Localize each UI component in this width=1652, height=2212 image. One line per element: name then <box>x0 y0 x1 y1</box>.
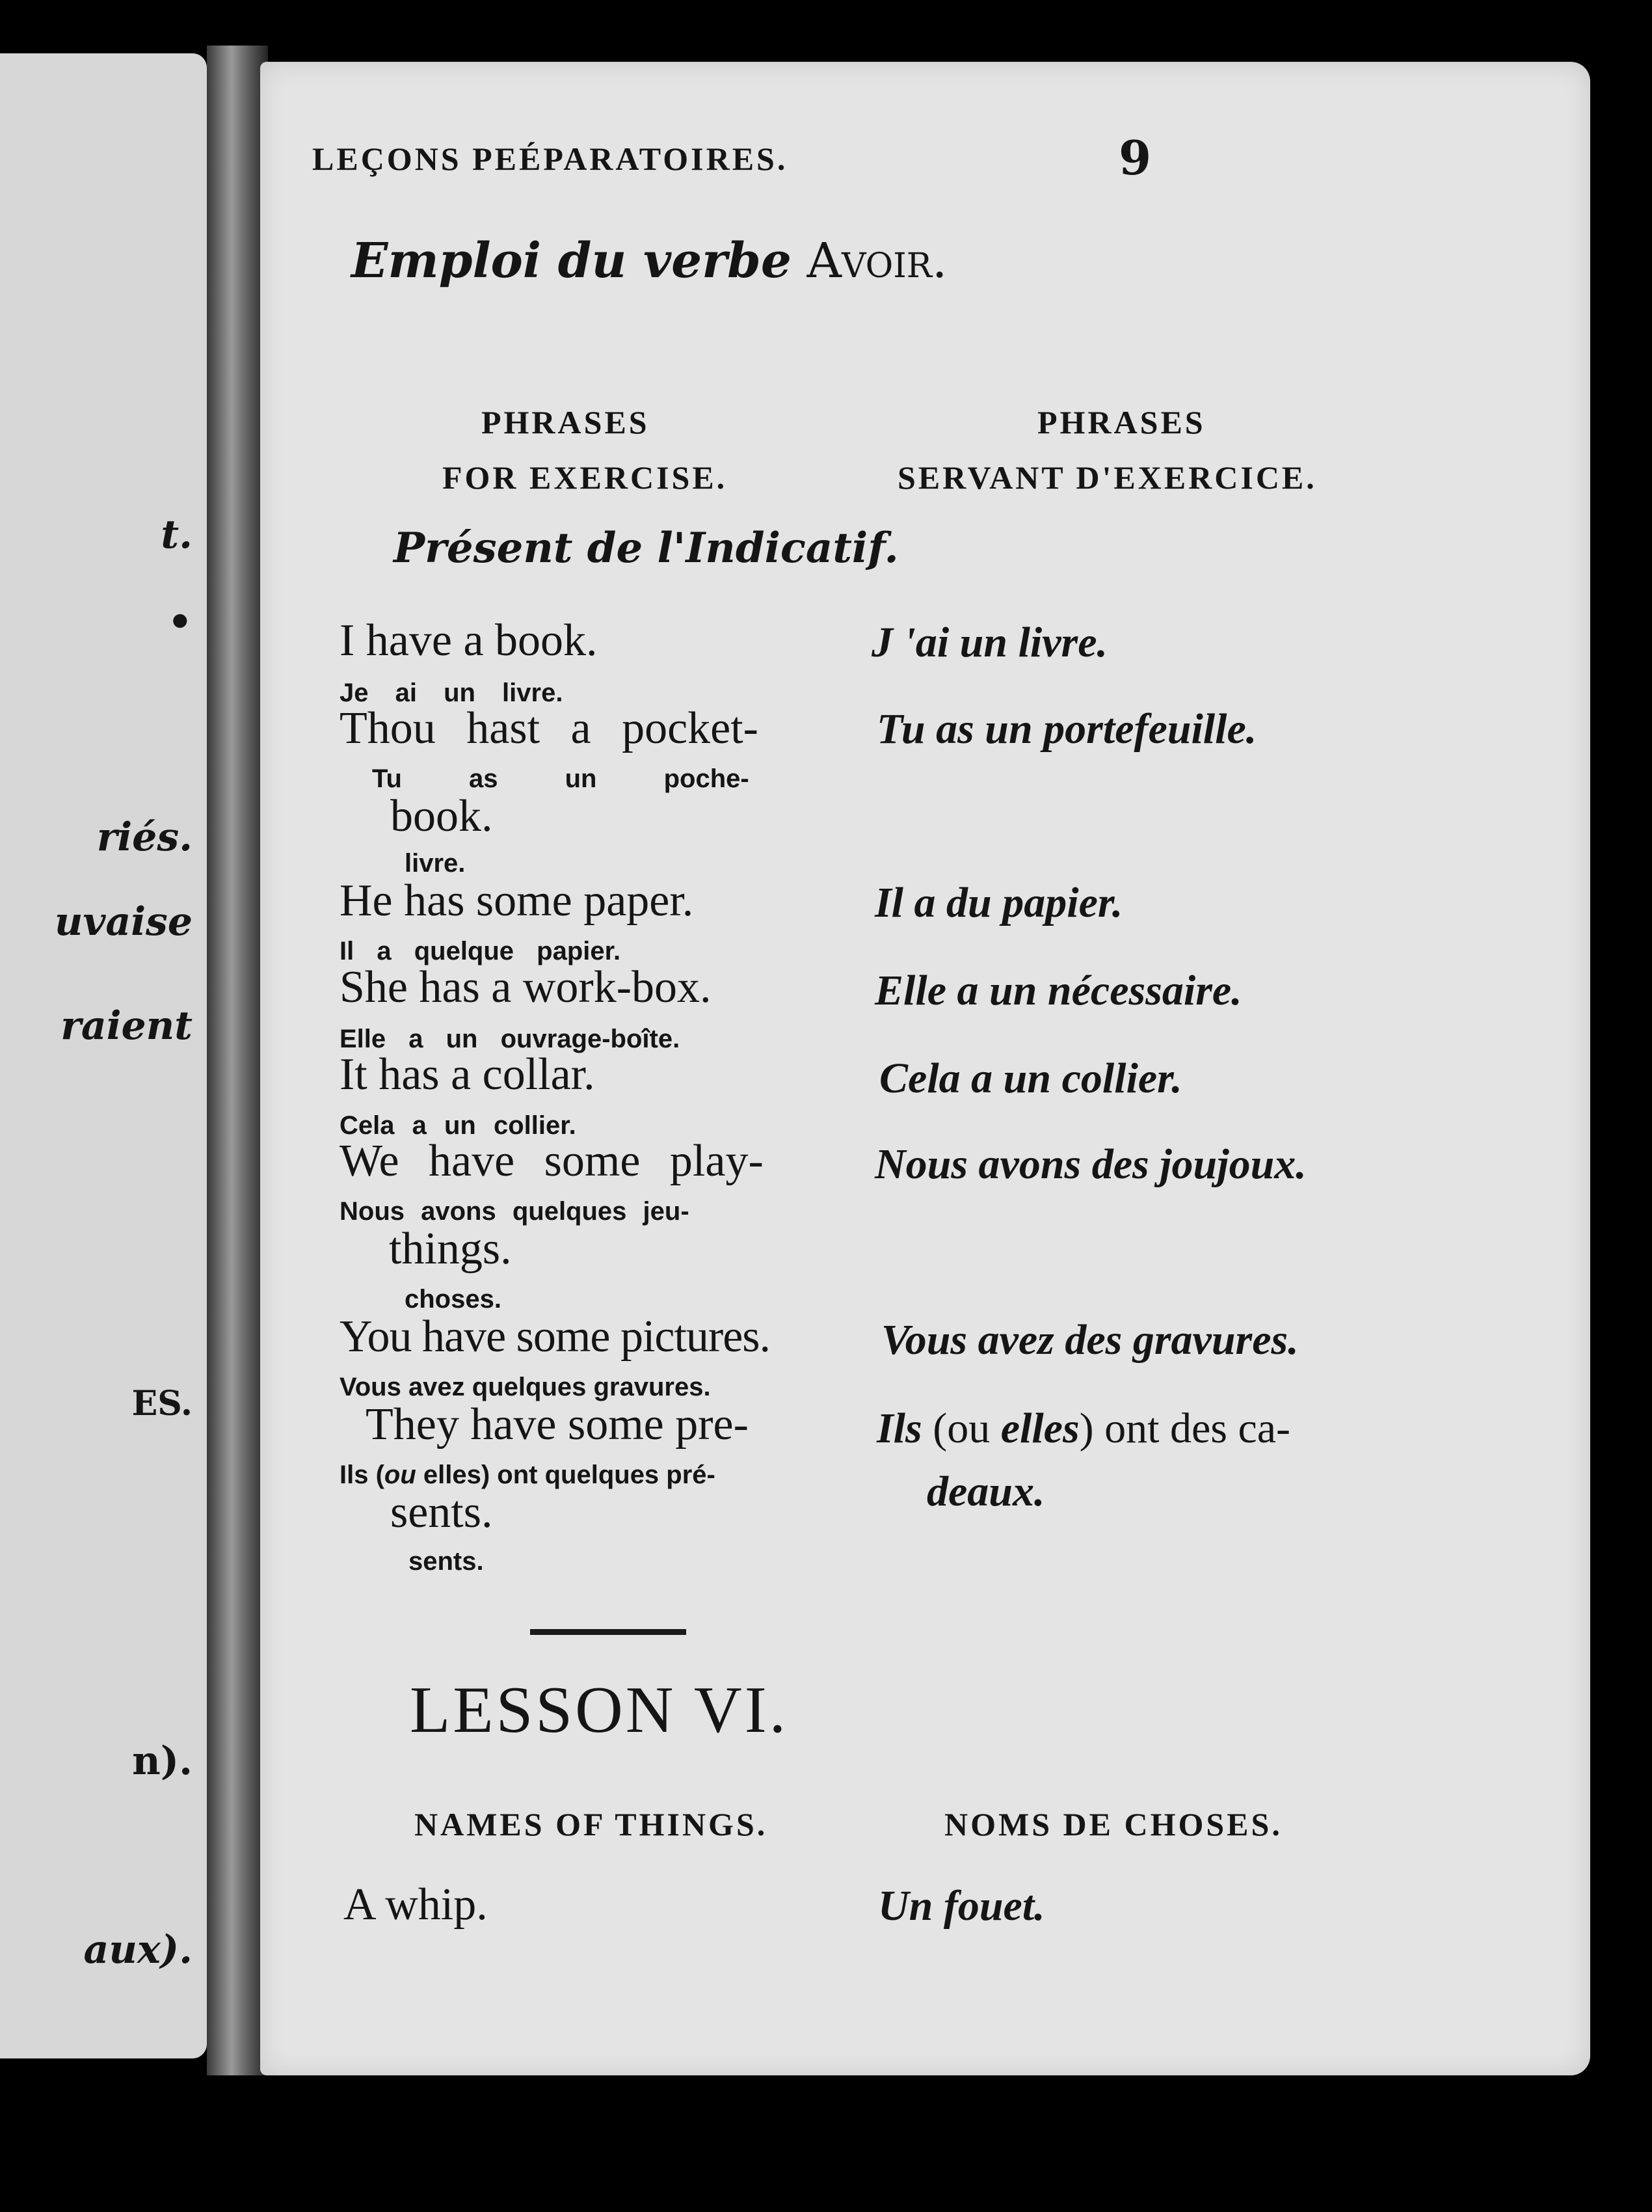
english-phrase: It has a collar. <box>340 1049 595 1099</box>
word-gloss: Tu as un poche- <box>372 764 749 793</box>
left-fragment: t. <box>161 512 193 558</box>
english-phrase: things. <box>389 1224 512 1274</box>
french-phrase: Nous avons des joujoux. <box>875 1140 1307 1188</box>
en-column-heading: PHRASES <box>481 404 650 440</box>
word-gloss: livre. <box>405 849 466 878</box>
page-number: 9 <box>1119 130 1152 185</box>
left-fragment: ES. <box>131 1384 193 1423</box>
lesson-en-heading: NAMES OF THINGS. <box>414 1806 768 1842</box>
facing-page <box>0 53 207 2058</box>
english-phrase: They have some pre- <box>366 1399 749 1450</box>
word-gloss: Ils (ou elles) ont quelques pré- <box>340 1461 715 1489</box>
lesson-title: LESSON VI. <box>410 1673 789 1747</box>
english-phrase: He has some paper. <box>340 876 694 926</box>
fr-column-heading: SERVANT D'EXERCICE. <box>898 459 1317 496</box>
left-fragment: n). <box>132 1738 193 1784</box>
french-phrase: Elle a un nécessaire. <box>875 967 1242 1014</box>
english-phrase: Thou hast a pocket- <box>340 703 758 753</box>
tense-subtitle: Présent de l'Indicatif. <box>393 524 899 573</box>
french-phrase: Cela a un collier. <box>879 1055 1182 1102</box>
english-phrase: We have some play- <box>340 1136 764 1186</box>
section-divider <box>530 1629 686 1635</box>
french-phrase: deaux. <box>927 1468 1045 1515</box>
english-phrase: sents. <box>390 1487 493 1537</box>
french-phrase: Ils (ou elles) ont des ca- <box>877 1405 1291 1452</box>
running-head: LEÇONS PEÉPARATOIRES. <box>312 141 788 177</box>
word-gloss: Cela a un collier. <box>340 1111 576 1140</box>
word-gloss: Elle a un ouvrage-boîte. <box>340 1025 680 1053</box>
french-phrase: Vous avez des gravures. <box>881 1316 1299 1364</box>
book-spine <box>207 46 268 2075</box>
english-phrase: I have a book. <box>340 615 598 666</box>
left-fragment: aux). <box>83 1927 193 1973</box>
english-phrase: book. <box>390 791 493 841</box>
left-fragment: uvaise <box>54 899 193 945</box>
word-gloss: Je ai un livre. <box>340 679 563 707</box>
word-gloss: Nous avons quelques jeu- <box>340 1197 689 1226</box>
left-fragment: riés. <box>96 815 193 860</box>
french-phrase: Il a du papier. <box>875 879 1123 926</box>
left-fragment: raient <box>60 1003 193 1049</box>
lesson-fr-heading: NOMS DE CHOSES. <box>944 1806 1283 1842</box>
section-title: Emploi du verbe Avoir. <box>351 233 948 289</box>
vocabulary-english: A whip. <box>343 1880 488 1930</box>
english-phrase: You have some pictures. <box>340 1312 771 1362</box>
english-phrase: She has a work-box. <box>340 962 712 1012</box>
french-phrase: J 'ai un livre. <box>872 619 1108 666</box>
word-gloss: choses. <box>405 1285 501 1314</box>
vocabulary-french: Un fouet. <box>878 1882 1045 1930</box>
en-column-heading: FOR EXERCISE. <box>442 459 728 496</box>
word-gloss: Vous avez quelques gravures. <box>340 1373 711 1401</box>
french-phrase: Tu as un portefeuille. <box>877 705 1257 753</box>
fr-column-heading: PHRASES <box>1037 404 1206 440</box>
word-gloss: sents. <box>408 1547 484 1576</box>
word-gloss: Il a quelque papier. <box>340 937 621 965</box>
left-fragment: • <box>167 600 193 645</box>
